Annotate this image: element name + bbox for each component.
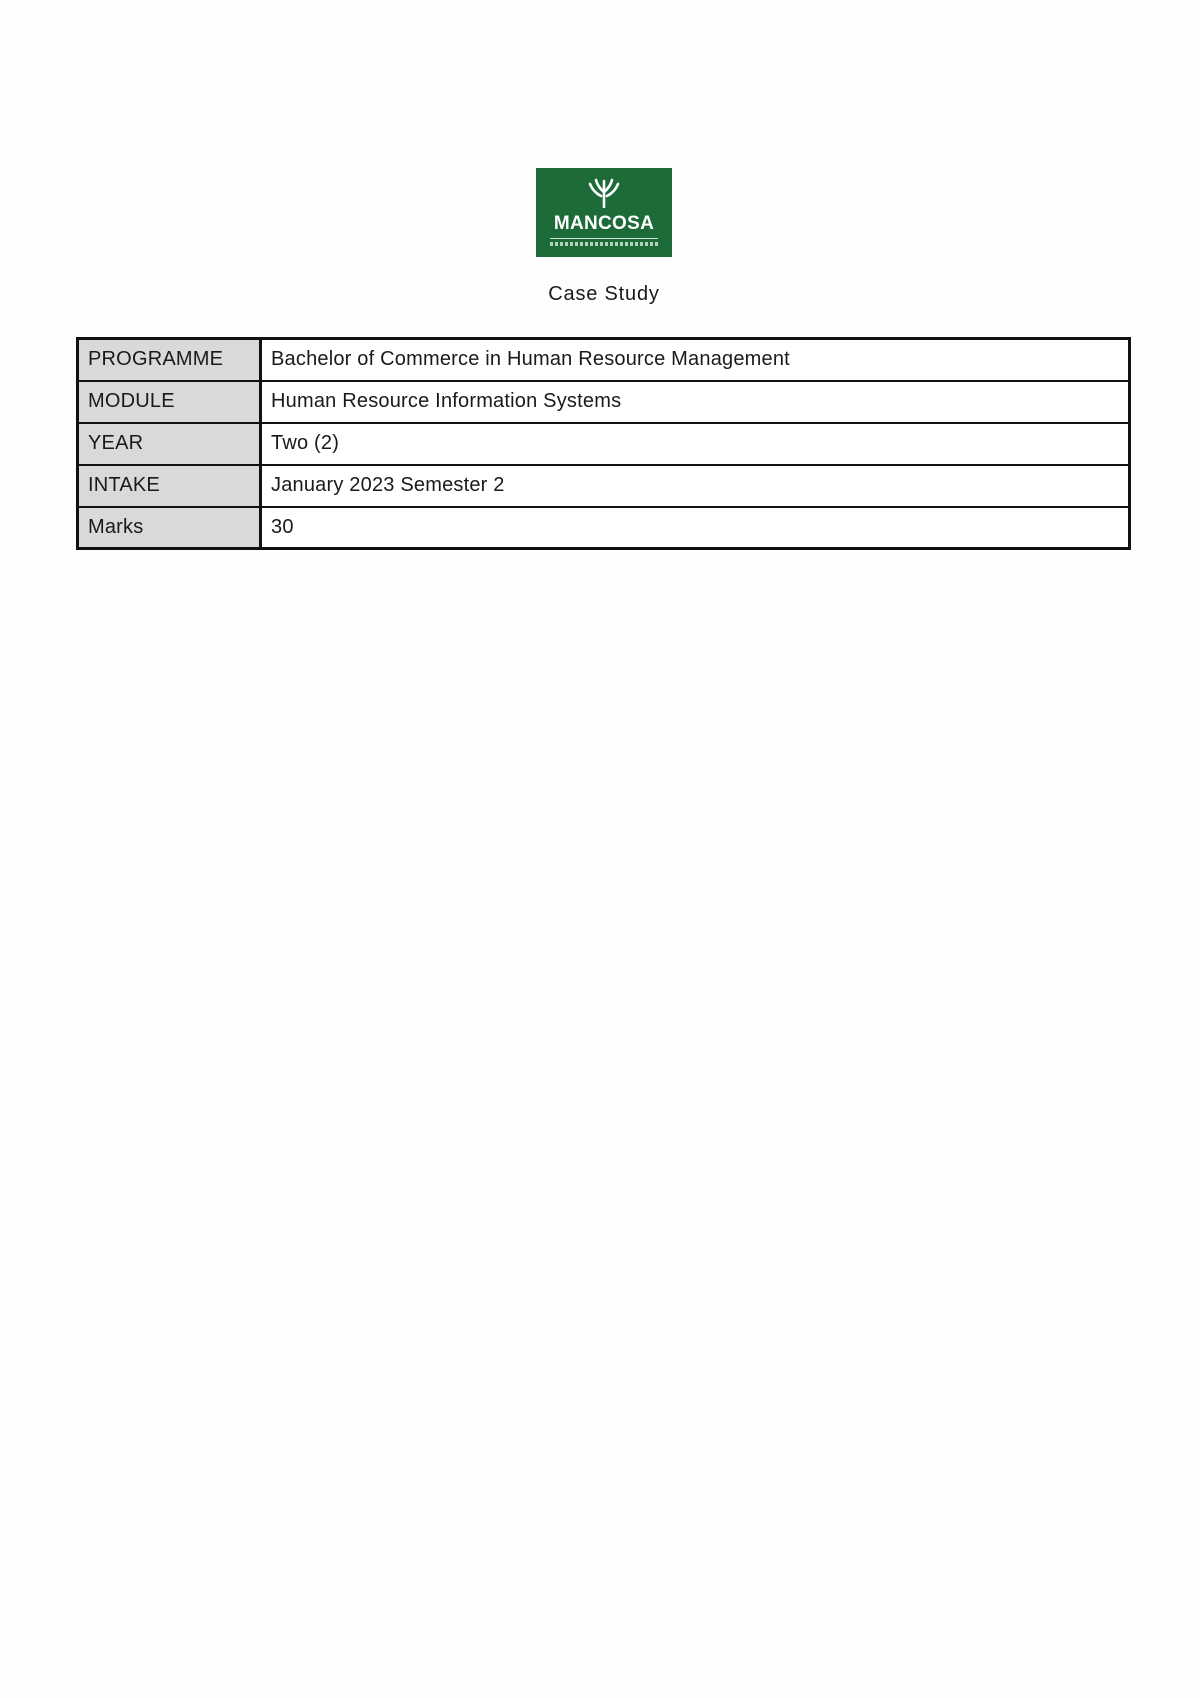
table-row [78,507,1130,549]
row-label: PROGRAMME [78,339,261,381]
row-value: Two (2) [261,423,1130,465]
document-title: Case Study [548,283,660,305]
row-label: Marks [78,507,261,549]
logo-wordmark: MANCOSA [553,213,655,234]
row-label: MODULE [78,381,261,423]
row-label: INTAKE [78,465,261,507]
table-row [78,465,1130,507]
table-row [78,339,1130,381]
logo-tagline-mark [550,242,658,246]
row-value: Bachelor of Commerce in Human Resource Management [261,339,1130,381]
row-value: 30 [261,507,1130,549]
tree-emblem-icon [587,178,621,208]
programme-details-table [76,337,1131,550]
table-row [78,423,1130,465]
logo-divider [550,238,658,239]
mancosa-logo [536,168,672,257]
row-value: January 2023 Semester 2 [261,465,1130,507]
row-value: Human Resource Information Systems [261,381,1130,423]
table-row [78,381,1130,423]
row-label: YEAR [78,423,261,465]
